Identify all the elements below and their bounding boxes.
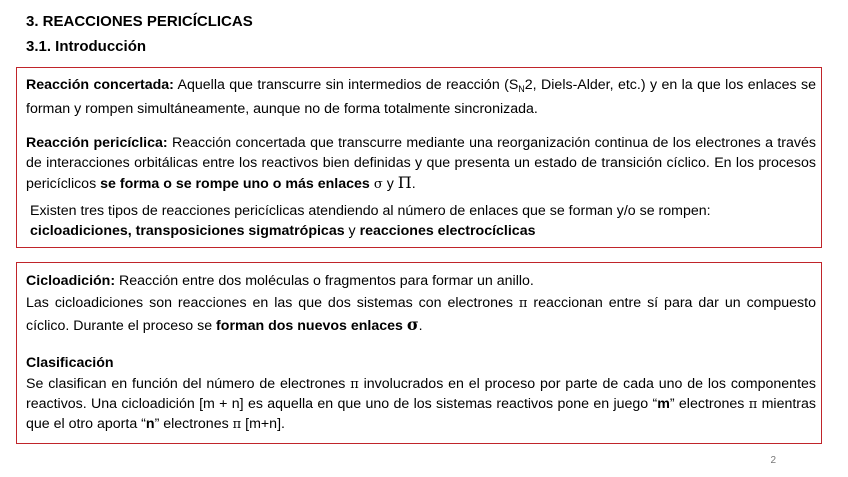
subsection-heading: 3.1. Introducción [26, 38, 147, 55]
cycloaddition-definition: Cicloadición: Reacción entre dos moléculas o fragmentos para formar un anillo. [26, 273, 534, 289]
term-cycloaddition: Cicloadición: [26, 273, 116, 289]
classification-title: Clasificación [26, 355, 114, 371]
classification-text: Se clasifican en función del número de electrones π involucrados en el proceso por parte de cada uno de los componentes reactivos. Una cicloadición [m + n] es aquella en que uno de los sistemas reactivos pone en juego “m” electrones π mientras que el otro aporta “n” electrones π [m+n]. [26, 376, 816, 432]
page-number: 2 [770, 455, 776, 466]
section-heading: 3. REACCIONES PERICÍCLICAS [26, 13, 253, 30]
term-pericyclic-reaction: Reacción pericíclica: [26, 135, 168, 151]
concerted-reaction-definition: Reacción concertada: Aquella que transcurre sin intermedios de reacción ($S_N2$, Diels-Alder, etc.) y en la que los enlaces se forman y rompen simultáneamente, aunque no de forma totalmente sincronizada. [26, 77, 817, 117]
cycloaddition-description: Las cicloadiciones son reacciones en las que dos sistemas con electrones π reaccionan entre sí para dar un compuesto cíclico. Durante el proceso se forman dos nuevos enlaces σ. [26, 295, 816, 334]
cycloaddition-box [16, 262, 822, 444]
reaction-types-text: Existen tres tipos de reacciones pericíclicas atendiendo al número de enlaces que se forman y/o se rompen: cicloadiciones, transposiciones sigmatrópicas y reacciones electrocíclicas [30, 203, 711, 239]
definitions-box [16, 67, 822, 248]
pericyclic-reaction-definition: Reacción pericíclica: Reacción concertada que transcurre mediante una reorganización continua de los electrones a través de interacciones orbitálicas entre los reactivos bien definidas y que presenta un estado de transición cíclico. En los procesos pericíclicos se forma o se rompe uno o más enlaces σ y Π. [26, 135, 816, 193]
term-concerted-reaction: Reacción concertada: [26, 77, 174, 93]
